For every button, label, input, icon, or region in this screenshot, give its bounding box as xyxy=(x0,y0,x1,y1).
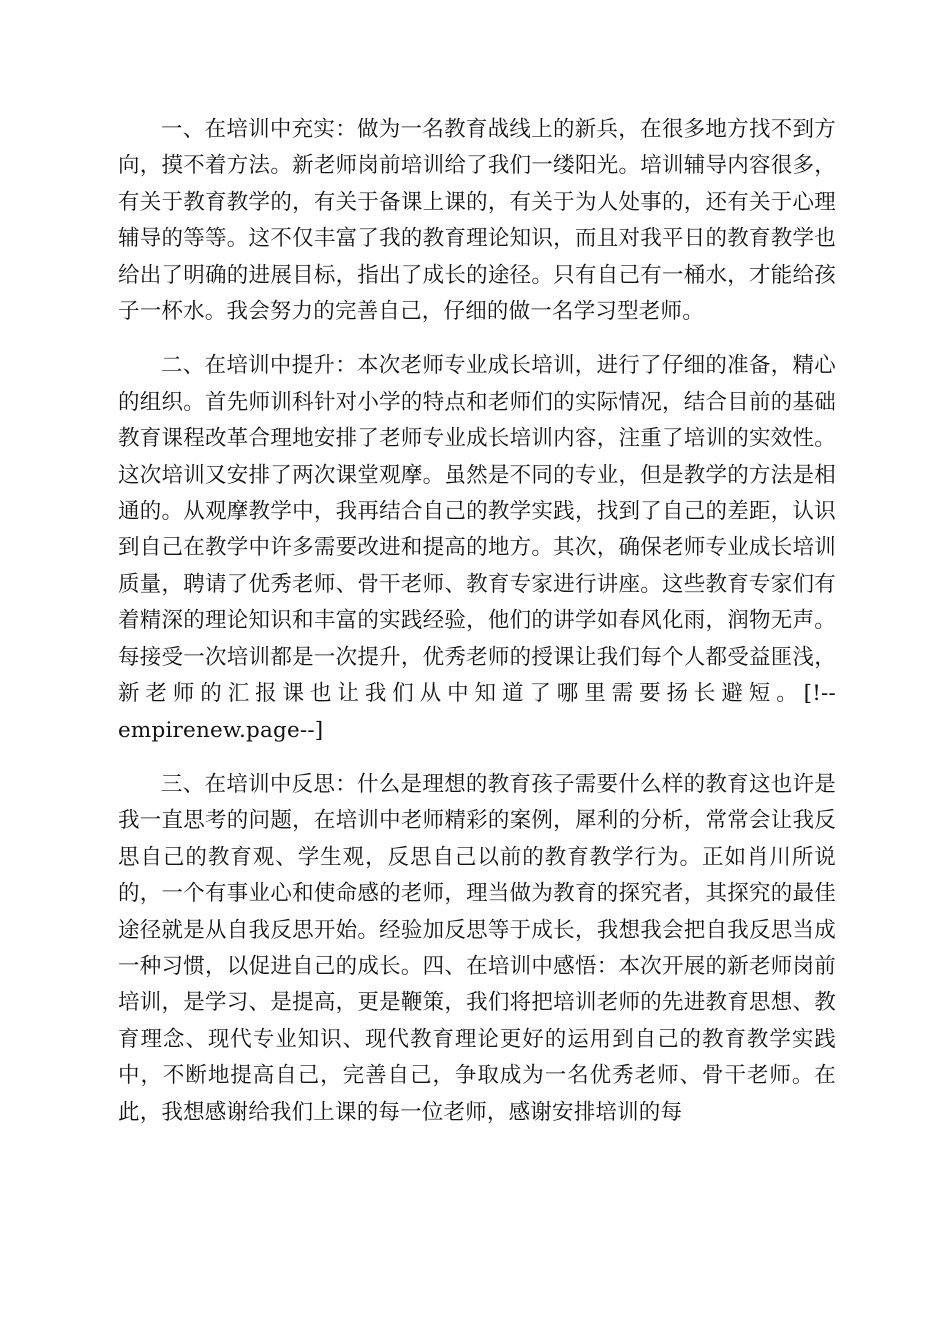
document-body xyxy=(118,112,836,1131)
paragraph-1: 一、在培训中充实：做为一名教育战线上的新兵，在很多地方找不到方向，摸不着方法。新老师岗前培训给了我们一缕阳光。培训辅导内容很多，有关于教育教学的，有关于备课上课的，有关于为人处事的，还有关于心理辅导的等等。这不仅丰富了我的教育理论知识，而且对我平日的教育教学也给出了明确的进展目标，指出了成长的途径。只有自己有一桶水，才能给孩子一杯水。我会努力的完善自己，仔细的做一名学习型老师。 xyxy=(118,117,836,325)
paragraph-2: 二、在培训中提升：本次老师专业成长培训，进行了仔细的准备，精心的组织。首先师训科针对小学的特点和老师们的实际情况，结合目前的基础教育课程改革合理地安排了老师专业成长培训内容，注重了培训的实效性。这次培训又安排了两次课堂观摩。虽然是不同的专业，但是教学的方法是相通的。从观摩教学中，我再结合自己的教学实践，找到了自己的差距，认识到自己在教学中许多需要改进和提高的地方。其次，确保老师专业成长培训质量，聘请了优秀老师、骨干老师、教育专家进行讲座。这些教育专家们有着精深的理论知识和丰富的实践经验，他们的讲学如春风化雨，润物无声。每接受一次培训都是一次提升，优秀老师的授课让我们每个人都受益匪浅，新老师的汇报课也让我们从中知道了哪里需要扬长避短。[!--empirenew.page--] xyxy=(118,353,836,743)
paragraph-3: 三、在培训中反思：什么是理想的教育孩子需要什么样的教育这也许是我一直思考的问题，在培训中老师精彩的案例，犀利的分析，常常会让我反思自己的教育观、学生观，反思自己以前的教育教学行为。正如肖川所说的，一个有事业心和使命感的老师，理当做为教育的探究者，其探究的最佳途径就是从自我反思开始。经验加反思等于成长，我想我会把自我反思当成一种习惯，以促进自己的成长。四、在培训中感悟：本次开展的新老师岗前培训，是学习、是提高，更是鞭策，我们将把培训老师的先进教育思想、教育理念、现代专业知识、现代教育理论更好的运用到自己的教育教学实践中，不断地提高自己，完善自己，争取成为一名优秀老师、骨干老师。在此，我想感谢给我们上课的每一位老师，感谢安排培训的每 xyxy=(118,771,836,1125)
